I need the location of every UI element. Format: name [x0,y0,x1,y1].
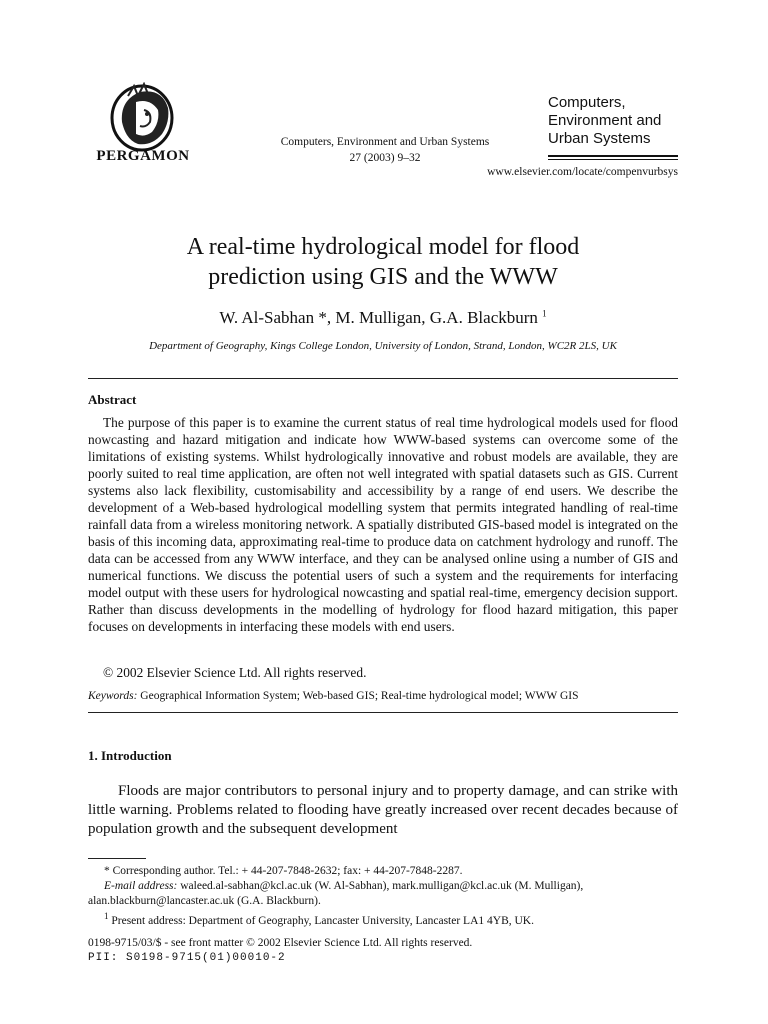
footnote-corresponding: * Corresponding author. Tel.: + 44-207-7848-2632; fax: + 44-207-7848-2287. [104,865,463,877]
author-footnote-mark: 1 [542,308,547,319]
pii-line: PII: S0198-9715(01)00010-2 [88,952,286,964]
footnote-rule [88,858,146,859]
keywords-text: Geographical Information System; Web-based GIS; Real-time hydrological model; WWW GIS [140,690,579,702]
journal-name: Computers, Environment and Urban Systems [280,136,490,148]
abstract-copyright: © 2002 Elsevier Science Ltd. All rights reserved. [103,665,367,680]
title-line-1: A real-time hydrological model for flood [186,234,580,260]
affiliation: Department of Geography, Kings College London, University of London, Strand, London, WC2R 2LS, UK [149,340,617,352]
journal-box-line-1: Computers, [548,94,626,111]
present-address-mark: 1 [104,911,109,921]
author-list [88,308,678,328]
issn-line: 0198-9715/03/$ - see front matter © 2002 Elsevier Science Ltd. All rights reserved. [88,937,473,949]
footnote-email [88,879,678,909]
journal-citation [240,134,530,166]
divider [88,378,678,379]
journal-box-rule-thin [548,159,678,160]
keywords [88,690,678,702]
email-label: E-mail address: [104,880,178,892]
publisher-name: PERGAMON [96,148,190,164]
section-heading: 1. Introduction [88,748,172,763]
footnotes [88,864,678,929]
title-line-2: prediction using GIS and the WWW [208,264,558,290]
article-title [88,232,678,292]
journal-box-line-2: Environment and [548,112,662,129]
journal-volume: 27 (2003) 9–32 [349,152,421,164]
introduction-paragraph: Floods are major contributors to personal injury and to property damage, and can strike with little warning. Problems related to flooding have greatly increased over recent decades because of population growth and the subsequent development [88,783,678,837]
journal-title-box [548,94,678,148]
journal-box-line-3: Urban Systems [548,130,651,147]
present-address-text: Present address: Department of Geography, Lancaster University, Lancaster LA1 4YB, UK. [111,914,534,927]
divider [88,712,678,713]
keywords-label: Keywords: [88,690,138,702]
abstract-heading: Abstract [88,392,137,407]
authors-text: W. Al-Sabhan *, M. Mulligan, G.A. Blackburn [219,308,538,327]
abstract-body: The purpose of this paper is to examine the current status of real time hydrological models used for flood nowcasting and hazard mitigation and indicate how WWW-based systems can overcome some of the limitations of existing systems. Whilst hydrologically innovative and robust models are available, they are poorly suited to real time application, are often not well integrated with spatial datasets such as GIS. Current systems also lack flexibility, customisability and accessibility by a range of end users. We describe the development of a Web-based hydrological modelling system that permits integrated handling of real-time rainfall data from a wireless monitoring network. A spatially distributed GIS-based model is integrated on the basis of this incoming data, approximating real-time to produce data on catchment hydrology and runoff. The data can be accessed from any WWW interface, and they can be analysed online using a number of GIS and numerical functions. We discuss the potential users of such a system and the requirements for interfacing model output with these users for hydrological nowcasting and spatial real-time, emergency decision support. Rather than discuss developments in the modelling of hydrology for flood hazard mitigation, this paper focuses on developments in interfacing these models with end users. [88,415,678,634]
footnote-present-address [88,909,678,929]
front-matter-info [88,936,472,966]
journal-url-link[interactable]: www.elsevier.com/locate/compenvurbsys [487,166,678,178]
journal-box-rule [548,155,678,157]
email-addresses[interactable]: waleed.al-sabhan@kcl.ac.uk (W. Al-Sabhan), mark.mulligan@kcl.ac.uk (M. Mulligan), alan.blackburn@lancaster.ac.uk (G.A. Blackburn). [88,880,584,907]
